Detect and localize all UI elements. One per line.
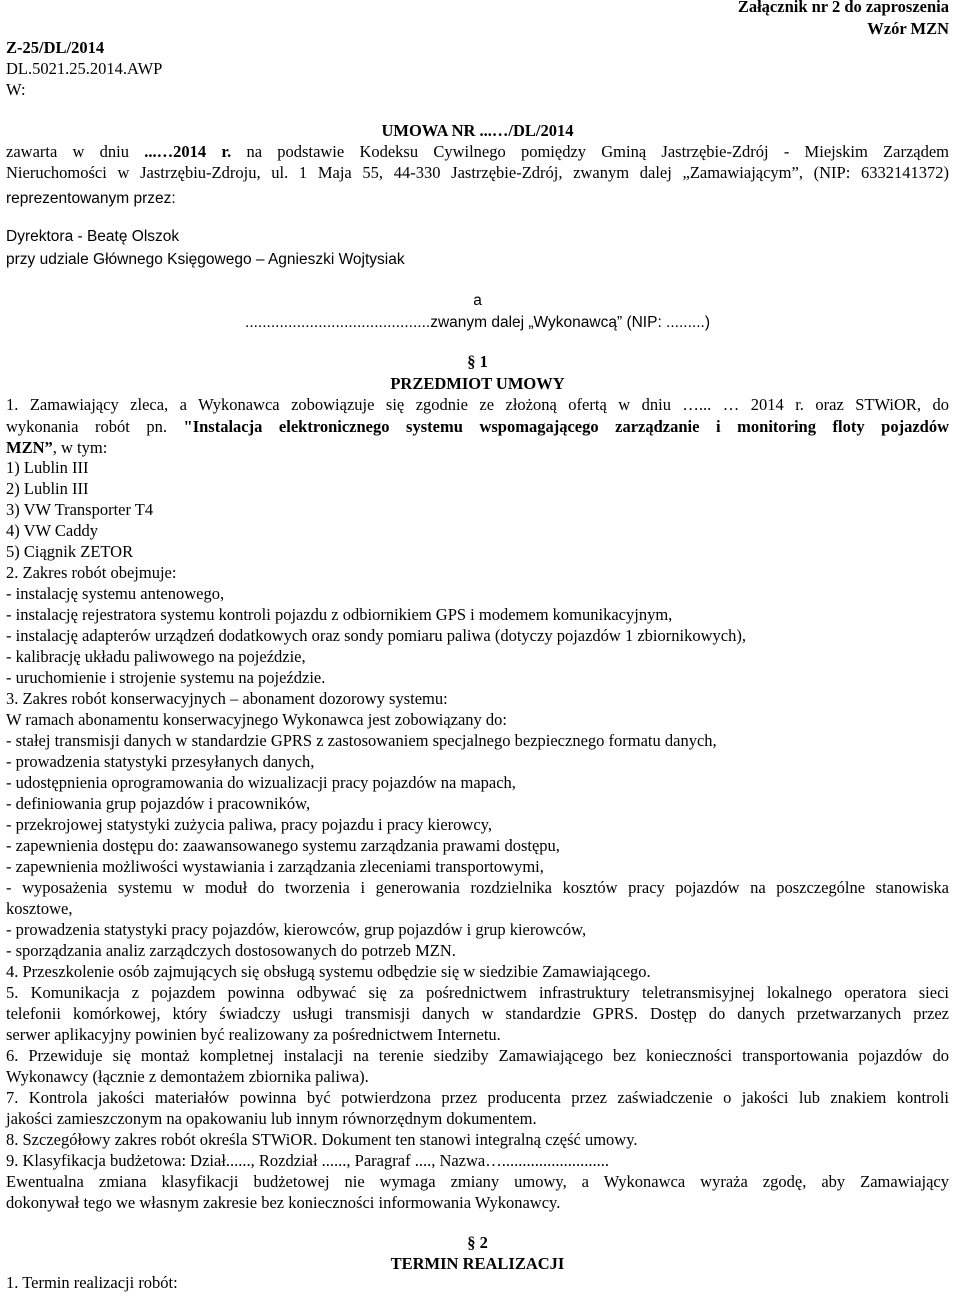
scope-item: - instalację systemu antenowego, xyxy=(6,584,225,603)
attachment-note-line1: Załącznik nr 2 do zaproszenia xyxy=(737,0,949,16)
s1-para-1-line-2: wykonania robót pn. "Instalacja elektronicznego systemu wspomagającego zarządzanie i monitoring floty pojazdów xyxy=(6,417,950,436)
contractor-line: ...........................................zwanym dalej „Wykonawcą” (NIP: .........) xyxy=(245,314,710,331)
section-2-title: TERMIN REALIZACJI xyxy=(390,1254,565,1273)
maintenance-item: - definiowania grup pojazdów i pracowników, xyxy=(6,794,311,813)
s1-para-1-line-3: MZN”, w tym: xyxy=(6,438,108,457)
reference-number: Z-25/DL/2014 xyxy=(6,38,105,57)
vehicle-item: 2) Lublin III xyxy=(6,479,89,498)
vehicle-item: 1) Lublin III xyxy=(6,458,89,477)
s1-para-8: 8. Szczegółowy zakres robót określa STWiOR. Dokument ten stanowi integralną część umowy. xyxy=(6,1130,638,1149)
attachment-note-line2: Wzór MZN xyxy=(867,19,949,38)
section-1-title: PRZEDMIOT UMOWY xyxy=(390,374,565,393)
scope-item: - instalację rejestratora systemu kontroli pojazdu z odbiornikiem GPS i modemem komunikacyjnym, xyxy=(6,605,673,624)
s1-para-6-line-1: 6. Przewiduje się montaż kompletnej instalacji na terenie siedziby Zamawiającego bez konieczności transportowania pojazdów do xyxy=(6,1046,949,1065)
scope-item: - uruchomienie i strojenie systemu na pojeździe. xyxy=(6,668,326,687)
s1-para-5-line-3: serwer aplikacyjny powinien być realizowany za pośrednictwem Internetu. xyxy=(6,1025,501,1044)
vehicle-item: 3) VW Transporter T4 xyxy=(6,500,154,519)
s1-para-6-line-2: Wykonawcy (łącznie z demontażem zbiornika paliwa). xyxy=(6,1067,369,1086)
intro-line-1: zawarta w dniu ...…2014 r. na podstawie Kodeksu Cywilnego pomiędzy Gminą Jastrzębie-Zdrój - Miejskim Zarządem xyxy=(6,142,949,161)
director-line: Dyrektora - Beatę Olszok xyxy=(6,228,180,245)
scope-item: - instalację adapterów urządzeń dodatkowych oraz sondy pomiaru paliwa (dotyczy pojazdów 1 zbiornikowych), xyxy=(6,626,746,645)
maintenance-item: - stałej transmisji danych w standardzie GPRS z zastosowaniem specjalnego bezpiecznego formatu danych, xyxy=(6,731,717,750)
maintenance-item: - prowadzenia statystyki pracy pojazdów, kierowców, grup pojazdów i grup kierowców, xyxy=(6,920,587,939)
maintenance-item: - zapewnienia dostępu do: zaawansowanego systemu zarządzania prawami dostępu, xyxy=(6,836,560,855)
scope-item: - kalibrację układu paliwowego na pojeździe, xyxy=(6,647,306,666)
maintenance-item: - prowadzenia statystyki przesyłanych danych, xyxy=(6,752,315,771)
section-2-number: § 2 xyxy=(467,1233,488,1252)
vehicle-item: 4) VW Caddy xyxy=(6,521,98,540)
s1-para-4: 4. Przeszkolenie osób zajmujących się obsługą systemu odbędzie się w siedzibie Zamawiającego. xyxy=(6,962,651,981)
maintenance-item-8-line-2: kosztowe, xyxy=(6,899,73,918)
maintenance-item: - zapewnienia możliwości wystawiania i zarządzania zleceniami transportowymi, xyxy=(6,857,544,876)
s1-para-7-line-1: 7. Kontrola jakości materiałów powinna być potwierdzona przez producenta przez zaświadczenie o jakości lub znakiem kontroli xyxy=(6,1088,949,1107)
s1-para-2-title: 2. Zakres robót obejmuje: xyxy=(6,563,177,582)
accountant-line: przy udziale Głównego Księgowego – Agnieszki Wojtysiak xyxy=(6,251,405,268)
maintenance-item: - przekrojowej statystyki zużycia paliwa, pracy pojazdu i pracy kierowcy, xyxy=(6,815,492,834)
s1-para-3-title: 3. Zakres robót konserwacyjnych – abonament dozorowy systemu: xyxy=(6,689,448,708)
s1-para-7-line-2: jakości zamieszczonym na opakowaniu lub innym równorzędnym dokumentem. xyxy=(6,1109,537,1128)
maintenance-item-8-line-1: - wyposażenia systemu w moduł do tworzenia i generowania rozdzielnika kosztów pracy pojazdów na poszczególne stanowiska xyxy=(6,878,949,897)
s1-para-10-line-1: Ewentualna zmiana klasyfikacji budżetowej nie wymaga zmiany umowy, a Wykonawca wyraża zgodę, aby Zamawiający xyxy=(6,1172,949,1191)
s1-para-9: 9. Klasyfikacja budżetowa: Dział......, Rozdział ......, Paragraf ...., Nazwa….......................... xyxy=(6,1151,609,1170)
file-number: DL.5021.25.2014.AWP xyxy=(6,59,163,78)
conjunction-and: a xyxy=(473,292,482,309)
contract-title: UMOWA NR ...…/DL/2014 xyxy=(381,121,574,140)
maintenance-item: - udostępnienia oprogramowania do wizualizacji pracy pojazdów na mapach, xyxy=(6,773,516,792)
s1-para-3-intro: W ramach abonamentu konserwacyjnego Wykonawca jest zobowiązany do: xyxy=(6,710,508,729)
section-1-number: § 1 xyxy=(467,352,488,371)
s1-para-1-line-1: 1. Zamawiający zleca, a Wykonawca zobowiązuje się zgodnie ze złożoną ofertą w dniu …... … 2014 r. oraz STWiOR, do xyxy=(6,395,949,414)
intro-line-3: reprezentowanym przez: xyxy=(6,190,176,207)
s2-para-1: 1. Termin realizacji robót: xyxy=(6,1273,178,1292)
s1-para-10-line-2: dokonywał tego we własnym zakresie bez konieczności informowania Wykonawcy. xyxy=(6,1193,561,1212)
s1-para-5-line-2: telefonii komórkowej, który świadczy usługi transmisji danych w standardzie GPRS. Dostęp do danych przetwarzanych przez xyxy=(6,1004,949,1023)
vehicle-item: 5) Ciągnik ZETOR xyxy=(6,542,134,561)
w-label: W: xyxy=(6,80,26,99)
intro-line-2: Nieruchomości w Jastrzębiu-Zdroju, ul. 1 Maja 55, 44-330 Jastrzębie-Zdrój, zwanym dalej „Zamawiającym”, (NIP: 6332141372) xyxy=(6,163,949,182)
maintenance-item: - sporządzania analiz zarządczych dostosowanych do potrzeb MZN. xyxy=(6,941,456,960)
s1-para-5-line-1: 5. Komunikacja z pojazdem powinna odbywać się za pośrednictwem infrastruktury teletransmisyjnej lokalnego operatora sieci xyxy=(6,983,949,1002)
